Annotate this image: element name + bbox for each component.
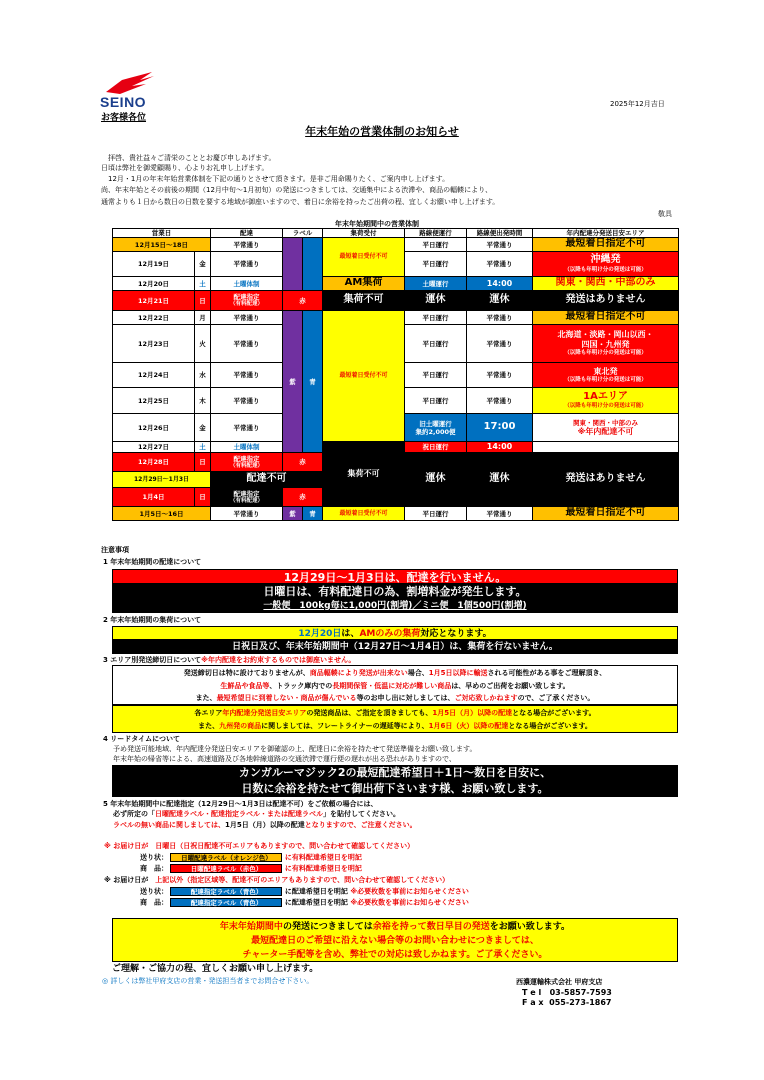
bullet-icon: ◎ [102, 977, 109, 985]
dow-cell: 日 [195, 488, 211, 507]
delivery-cell [211, 291, 283, 311]
departure-cell: 運休 [467, 291, 533, 311]
departure-cell: 平常通り [467, 363, 533, 388]
notice-line [113, 720, 677, 733]
intro-line: 日頃は弊社を御愛顧賜り、心よりお礼申し上げます。 [101, 164, 269, 172]
deadline-notice [112, 665, 678, 705]
pickup-cell: 集荷不可 [323, 442, 405, 507]
dow-cell: 火 [195, 325, 211, 363]
date-cell: 12月19日 [113, 252, 195, 277]
delivery-cell: 平常通り [211, 388, 283, 414]
tel-label: T e l [522, 988, 542, 997]
delivery-note: （有料配達） [229, 462, 263, 469]
header-cell: 路線便出発時間 [467, 229, 533, 238]
route-cell: 平日運行 [405, 363, 467, 388]
text-run: をお願い致します。 [489, 922, 571, 932]
pickup-cell: 最短着日受付不可 [323, 238, 405, 277]
intro-line: 12月・1月の年末年始営業体制を下記の通りとさせて頂きます。是非ご用命賜りたく、ご案内申し上げます。 [108, 175, 450, 183]
departure-cell: 14:00 [467, 442, 533, 453]
text-run: 12月20日 [298, 629, 342, 639]
footer-text: 詳しくは弊社甲府支店の営業・発送担当者までお問合せ下さい。 [110, 977, 314, 985]
label-blue-cell [303, 238, 323, 291]
area-text: 四国・九州発 [581, 340, 630, 350]
text-run: ラベルの無い商品に関しましては、 [113, 821, 225, 829]
notice-line [113, 667, 677, 680]
departure-cell: 平常通り [467, 311, 533, 325]
notice-line: チャーター手配等を含め、弊社での対応は致しかねます。ご了承ください。 [242, 950, 548, 960]
text-run: 、トラック庫内での [269, 681, 333, 690]
section-title: 1 年末年始期間の配達について [103, 558, 202, 566]
text-run: 対応となります。 [420, 629, 492, 639]
other-label-heading [104, 876, 449, 885]
header-cell: ラベル [283, 229, 323, 238]
departure-cell: 平常通り [467, 252, 533, 277]
route-cell: 運休 [405, 291, 467, 311]
addressee: お客様各位 [101, 113, 147, 123]
text-run: ※年内配達をお約束するものでは御座いません。 [201, 656, 356, 664]
delivery-cell [211, 488, 283, 507]
text-run: 1月6日（火）以降の配達 [428, 722, 509, 730]
route-text: 旧土曜運行 [419, 419, 452, 428]
intro-line: 尚、年末年始とその前後の期間（12月中旬～1月初旬）の発送につきましては、交通集中による渋滞や、商品の輻輳により、 [101, 186, 493, 194]
text-run: 商 品： [140, 864, 168, 873]
label-cell: 赤 [283, 291, 323, 311]
table-row [113, 238, 679, 252]
dow-cell: 土 [195, 277, 211, 291]
text-run: AMのみの集荷 [359, 629, 421, 639]
text-run: 場合、 [407, 669, 429, 677]
header-cell: 年内配達分発送目安エリア [533, 229, 679, 238]
table-row [113, 277, 679, 291]
leadtime-banner [112, 765, 678, 797]
pickup-cell: AM集荷 [323, 277, 405, 291]
notice-line [113, 692, 677, 705]
area-cell [533, 252, 679, 277]
dow-cell: 木 [195, 388, 211, 414]
route-cell: 平日運行 [405, 325, 467, 363]
text-run: ご対応致しかねます [454, 694, 518, 702]
area-note: （以降も年明け分の発送は可能） [564, 403, 647, 410]
notes-heading: 注意事項 [101, 546, 129, 554]
fax-label: F a x [522, 998, 544, 1007]
route-cell: 運休 [405, 453, 467, 507]
dow-cell: 日 [195, 453, 211, 472]
text-run: 3 エリア別発送締切日について [103, 656, 202, 664]
table-row [113, 311, 679, 325]
delivery-text: 配達指定 [233, 293, 260, 302]
date-cell: 12月20日 [113, 277, 195, 291]
section-title: 4 リードタイムについて [103, 735, 181, 743]
area-cell [533, 442, 679, 453]
header-cell: 路線便運行 [405, 229, 467, 238]
route-cell: 平日運行 [405, 507, 467, 521]
closing-word: 敬具 [658, 210, 672, 218]
table-row [113, 291, 679, 311]
intro-line: 拝啓、貴社益々ご清栄のこととお慶び申しあげます。 [108, 154, 276, 162]
route-cell [405, 414, 467, 442]
date-cell: 1月5日～16日 [113, 507, 211, 521]
final-notice [112, 918, 678, 962]
area-cell: 発送はありません [533, 453, 679, 507]
departure-cell: 平常通り [467, 507, 533, 521]
intro-line: 通常よりも１日から数日の日数を要する地域が御座いますので、着日に余裕を持ったご出荷の程、宜しくお願い申し上げます。 [101, 198, 500, 206]
text-run: 年内配達分発送目安エリア [222, 709, 307, 717]
delivery-notice-banner: 12月29日～1月3日は、配達を行いません。 [112, 569, 678, 584]
text-run: される可能性がある事をご理解頂き、 [487, 669, 607, 677]
issue-date: 2025年12月吉日 [610, 100, 665, 108]
leadtime-text: 予め発送可能地域、年内配達分発送日安エリアを御確認の上、配達日に余裕を持たせて発送準備をお願い致します。 [113, 745, 477, 753]
header-cell: 集荷受付 [323, 229, 405, 238]
banner-line: カンガルーマジック2の最短配達希望日＋1日～数日を目安に、 [238, 766, 552, 779]
table-row [113, 507, 679, 521]
red-label-swatch: 日曜配達ラベル（赤色） [170, 864, 282, 873]
section-title [103, 656, 355, 665]
departure-cell: 平常通り [467, 238, 533, 252]
area-cell [533, 388, 679, 414]
departure-cell: 17:00 [467, 414, 533, 442]
route-cell: 平日運行 [405, 238, 467, 252]
schedule-caption: 年末年始期間中の営業体制 [335, 220, 419, 228]
tel-number: 03-5857-7593 [549, 988, 612, 997]
pickup-cell: 最短着日受付不可 [323, 311, 405, 442]
delivery-note: （有料配達） [229, 497, 263, 504]
orange-label-swatch: 日曜配達ラベル（オレンジ色） [170, 853, 282, 862]
delivery-cell: 平常通り [211, 325, 283, 363]
text-run: 上記以外（指定区域等、配達不可のエリアもありますので、問い合わせて確認してください） [155, 876, 450, 884]
banner-line: 日数に余裕を持たせて御出荷下さいます様、お願い致します。 [241, 782, 549, 795]
header-cell: 営業日 [113, 229, 211, 238]
text-run: は、早めのご出荷をお願い致します。 [451, 681, 570, 690]
dow-cell: 金 [195, 414, 211, 442]
area-note: （以降も年明け分の発送は可能） [564, 266, 647, 273]
departure-cell: 14:00 [467, 277, 533, 291]
text-run: の発送商品は、ご指定を頂きましても、 [306, 709, 433, 717]
area-cell: 発送はありません [533, 291, 679, 311]
area-cell: 最短着日指定不可 [533, 238, 679, 252]
date-cell: 1月4日 [113, 488, 195, 507]
text-run: 商 品： [140, 898, 168, 907]
kangaroo-logo-icon [102, 70, 156, 96]
text-run: 最短希望日に到着しない・商品が傷んでいる [216, 694, 357, 702]
dow-cell: 土 [195, 442, 211, 453]
date-cell: 12月27日 [113, 442, 195, 453]
page-title: 年末年始の営業体制のお知らせ [305, 125, 459, 138]
text-run: 送り状： [140, 853, 168, 862]
text-run: 1月5日以降に輸送 [428, 669, 488, 677]
date-cell: 12月23日 [113, 325, 195, 363]
text-run: 九州発の商品 [219, 722, 262, 730]
label-row [140, 864, 362, 873]
date-cell: 12月28日 [113, 453, 195, 472]
text-run: となる場合がございます。 [508, 722, 592, 730]
label-blue-cell: 青 [303, 507, 323, 521]
text-run: 生鮮品や食品等 [220, 681, 270, 690]
route-cell: 土曜運行 [405, 277, 467, 291]
label-cell: 赤 [283, 488, 323, 507]
label-purple-cell [283, 238, 303, 291]
area-cell: 最短着日指定不可 [533, 507, 679, 521]
dow-cell: 月 [195, 311, 211, 325]
text-run: 必ず所定の「 [113, 810, 155, 818]
text-run: の発送につきましては [282, 922, 373, 932]
surcharge-rates: 一般便 100kg毎に1,000円(割増)／ミニ便 1個500円(割増) [112, 599, 678, 613]
area-note: （以降も年明け分の発送は可能） [564, 350, 647, 357]
area-text: 沖縄発 [590, 254, 621, 266]
delivery-cell: 平常通り [211, 238, 283, 252]
sunday-surcharge-banner: 日曜日は、有料配達日の為、割増料金が発生します。 [112, 584, 678, 599]
area-text: 東北発 [593, 366, 618, 376]
delivery-text: 配達指定 [233, 454, 260, 463]
fax-number: 055-273-1867 [549, 998, 612, 1007]
closing-thanks: ご理解・ご協力の程、宜しくお願い申し上げます。 [112, 964, 319, 974]
delivery-cell [211, 453, 283, 472]
text-run: 等のお申し出に対しましては、 [356, 694, 455, 702]
area-cell: 最短着日指定不可 [533, 311, 679, 325]
date-cell: 12月24日 [113, 363, 195, 388]
date-cell: 12月29日～1月3日 [113, 472, 211, 488]
pickup-cell: 集荷不可 [323, 291, 405, 311]
label-cell: 赤 [283, 453, 323, 472]
text-run: となりますので、ご注意ください。 [304, 821, 417, 829]
text-run: 1月5日（月）以降の配達 [432, 709, 513, 717]
delivery-cell: 土曜体制 [211, 442, 283, 453]
logo-text: SEINO [100, 94, 147, 110]
area-cell [533, 414, 679, 442]
text-run: ※ お届け日が [104, 876, 156, 884]
company-fax [522, 998, 611, 1008]
area-cell [533, 363, 679, 388]
pickup-notice [112, 626, 678, 640]
text-run: また、 [198, 722, 220, 730]
label-row [140, 853, 362, 862]
text-run: 1月5日（月）以降の配達 [225, 821, 305, 829]
schedule-table [112, 228, 679, 521]
text-run: となる場合がございます。 [512, 709, 596, 717]
delivery-cell: 平常通り [211, 363, 283, 388]
delivery-cell: 配達不可 [211, 472, 323, 488]
text-run: に配達希望日を明記 [284, 887, 348, 896]
sunday-label-heading: ※ お届け日が 日曜日（日祝日配達不可エリアもありますので、問い合わせて確認してください） [104, 842, 415, 850]
dow-cell: 金 [195, 252, 211, 277]
section-title: 2 年末年始期間の集荷について [103, 616, 202, 624]
text-run: 余裕を持って数日早目の発送 [372, 922, 490, 932]
text-run: に有料配達希望日を明記 [284, 853, 362, 862]
departure-cell: 平常通り [467, 388, 533, 414]
route-cell: 平日運行 [405, 252, 467, 277]
departure-cell: 運休 [467, 453, 533, 507]
dow-cell: 水 [195, 363, 211, 388]
blue-label-swatch: 配達指定ラベル（青色） [170, 898, 282, 907]
text-run: 各エリア [194, 709, 223, 717]
date-cell: 12月22日 [113, 311, 195, 325]
date-cell: 12月15日～18日 [113, 238, 211, 252]
company-tel [522, 988, 612, 998]
area-text: 北海道・淡路・岡山以西・ [557, 330, 654, 340]
text-run: また、 [195, 694, 217, 702]
route-cell: 祝日運行 [405, 442, 467, 453]
footer-note [102, 977, 313, 986]
label-instruction [113, 810, 400, 819]
text-run: ※必要枚数を事前にお知らせください [350, 898, 469, 907]
area-note: （以降も年明け分の発送は可能） [564, 376, 647, 383]
text-run: 年末年始期間中 [219, 922, 283, 932]
text-run: 商品輻輳により発送が出来ない [309, 669, 408, 677]
label-purple-cell: 紫 [283, 311, 303, 453]
delivery-note: （有料配達） [229, 301, 263, 308]
table-row [113, 442, 679, 453]
route-text: 集約2,000便 [415, 427, 456, 436]
notice-line [113, 707, 677, 720]
route-cell: 平日運行 [405, 388, 467, 414]
delivery-cell: 平常通り [211, 507, 283, 521]
departure-cell: 平常通り [467, 325, 533, 363]
area-cell: 関東・関西・中部のみ [533, 277, 679, 291]
table-header-row [113, 229, 679, 238]
delivery-cell: 土曜体制 [211, 277, 283, 291]
route-cell: 平日運行 [405, 311, 467, 325]
area-cell [533, 325, 679, 363]
text-run: 発送締切日は特に設けておりませんが、 [183, 669, 310, 677]
notice-line: 最短配達日のご希望に沿えない場合等のお問い合わせにつきましては、 [251, 936, 539, 946]
dow-cell: 日 [195, 291, 211, 311]
delivery-text: 配達指定 [233, 489, 260, 498]
area-text: 関東・関西・中部のみ [573, 418, 638, 427]
delivery-cell: 平常通り [211, 414, 283, 442]
notice-line [113, 680, 677, 693]
text-run: ※必要枚数を事前にお知らせください [350, 887, 469, 896]
delivery-cell: 平常通り [211, 252, 283, 277]
section-title: 5 年末年始期間中に配達指定（12月29日～1月3日は配達不可）をご依頼の場合には、 [103, 800, 378, 808]
date-cell: 12月21日 [113, 291, 195, 311]
area-text: 1Aエリア [583, 390, 628, 402]
area-notice [112, 705, 678, 733]
delivery-cell: 平常通り [211, 311, 283, 325]
leadtime-text: 年末年始の帰省等による、高速道路及び各地幹線道路の交通渋滞で運行便の遅れが出る恐れがありますので、 [113, 755, 456, 763]
date-cell: 12月25日 [113, 388, 195, 414]
label-purple-cell: 紫 [283, 507, 303, 521]
text-run: 日曜配達ラベル・配達指定ラベル・または配達ラベル [155, 810, 323, 818]
pickup-cell: 最短着日受付不可 [323, 507, 405, 521]
header-cell: 配達 [211, 229, 283, 238]
text-run: は、 [341, 629, 360, 639]
text-run: に有料配達希望日を明記 [284, 864, 362, 873]
text-run: に関しましては、フレートライナーの遅延等により、 [261, 722, 429, 730]
date-cell: 12月26日 [113, 414, 195, 442]
area-text: ※年内配達不可 [577, 426, 634, 436]
notice-line [113, 920, 677, 934]
label-row [140, 898, 469, 907]
text-run: ので、ご了承ください。 [517, 694, 595, 702]
text-run: 送り状： [140, 887, 168, 896]
no-pickup-banner: 日祝日及び、年末年始期間中（12月27日～1月4日）は、集荷を行ないません。 [112, 640, 678, 654]
text-run: に配達希望日を明記 [284, 898, 348, 907]
label-instruction [113, 821, 417, 830]
label-blue-cell: 青 [303, 311, 323, 453]
text-run: 長期間保管・低温に対応が難しい商品 [332, 681, 452, 690]
company-name: 西濃運輸株式会社 甲府支店 [516, 978, 603, 986]
text-run: 」を貼付してください。 [323, 810, 400, 818]
label-row [140, 887, 469, 896]
blue-label-swatch: 配達指定ラベル（青色） [170, 887, 282, 896]
